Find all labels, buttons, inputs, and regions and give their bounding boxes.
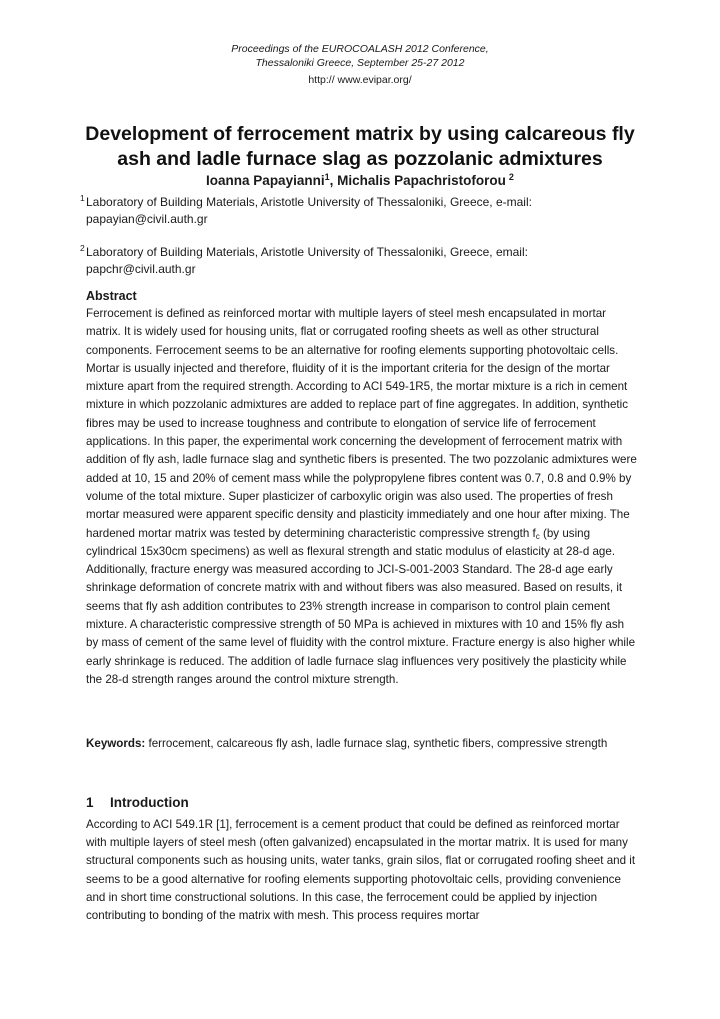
conference-line-2: Thessaloniki Greece, September 25-27 2012	[255, 57, 465, 69]
author-affiliation-mark: 2	[508, 172, 514, 182]
affiliation-email[interactable]: papayian@civil.auth.gr	[86, 212, 208, 226]
abstract-text-part-2: (by using cylindrical 15x30cm specimens) as well as flexural strength and static modulus of elasticity at 28-d age. Additionally, fracture energy was measured according to JCI-S-001-2003 Standard. The 28-d age early shrinkage deformation of concrete matrix with and without fibers was also measured. Based on results, it seems that fly ash addition contributes to 23% strength increase in comparison to control plain cement mixture. A characteristic compressive strength of 50 MPa is achieved in mixtures with 10 and 15% fly ash by mass of cement of the same level of fluidity with the control mixture. Fracture energy is also higher while early shrinkage is reduced. The addition of ladle furnace slag influences very positively the plasticity while the 28-d strength ranges around the control mixture strength.	[86, 526, 636, 686]
introduction-heading	[86, 794, 189, 811]
affiliation-email[interactable]: papchr@civil.auth.gr	[86, 262, 196, 276]
author-name: Michalis Papachristoforou	[337, 173, 506, 188]
abstract-body	[86, 305, 638, 689]
introduction-paragraph: According to ACI 549.1R [1], ferrocement is a cement product that could be defined as reinforced mortar with multiple layers of steel mesh (often galvanized) encapsulated in the mortar matrix. It is used for many structural components such as housing units, water tanks, grain silos, flat or corrugated roofing sheet and it seems to be a good alternative for roofing elements supporting photovoltaic cells, providing convenience and in short time constructional solutions. In this case, the ferrocement could be applied by injection contributing to bonding of the matrix with mesh. This process requires mortar	[86, 818, 636, 923]
affiliation-text: Laboratory of Building Materials, Aristotle University of Thessaloniki, Greece, e-mail:	[86, 195, 532, 209]
author-list	[0, 172, 720, 190]
affiliation-text: Laboratory of Building Materials, Aristotle University of Thessaloniki, Greece, email:	[86, 245, 528, 259]
conference-line-1: Proceedings of the EUROCOALASH 2012 Conference,	[231, 43, 489, 55]
keywords-text: ferrocement, calcareous fly ash, ladle furnace slag, synthetic fibers, compressive strength	[145, 737, 608, 750]
abstract-text-part-1: Ferrocement is defined as reinforced mortar with multiple layers of steel mesh encapsulated in mortar matrix. It is widely used for housing units, flat or corrugated roofing sheets as well as other structural components. Ferrocement seems to be an alternative for roofing elements supporting photovoltaic cells. Mortar is usually injected and therefore, fluidity of it is the important criteria for the design of the mortar mixture apart from the required strength. According to ACI 549-1R5, the mortar mixture is a rich in cement mixture in which pozzolanic admixtures are added to replace part of fine aggregates. In addition, synthetic fibres may be used to increase toughness and contribute to elongation of service life of ferrocement applications. In this paper, the experimental work concerning the development of ferrocement matrix with addition of fly ash, ladle furnace slag and synthetic fibers is presented. The two pozzolanic admixtures were added at 10, 15 and 20% of cement mass while the polypropylene fibres content was 0.7, 0.8 and 0.9% by volume of the total mixture. Super plasticizer of carboxylic origin was also used. The properties of fresh mortar measured were apparent specific density and plasticity immediately and one hour after mixing. The hardened mortar matrix was tested by determining characteristic compressive strength f	[86, 307, 637, 540]
abstract-paragraph	[86, 305, 638, 689]
affiliation-2	[80, 243, 646, 278]
keywords	[86, 735, 646, 753]
conference-url[interactable]: http:// www.evipar.org/	[308, 74, 412, 86]
author-affiliation-mark: 1	[324, 172, 330, 182]
author-name: Ioanna Papayianni	[206, 173, 325, 188]
author-separator: ,	[329, 173, 338, 188]
affiliation-number: 1	[80, 193, 85, 203]
abstract-heading: Abstract	[86, 289, 137, 303]
title-line-2: ash and ladle furnace slag as pozzolanic admixtures	[117, 148, 603, 170]
abstract-subscript: c	[535, 531, 540, 541]
keywords-label: Keywords:	[86, 737, 146, 750]
section-title: Introduction	[110, 795, 189, 810]
title-line-1: Development of ferrocement matrix by using calcareous fly	[85, 123, 635, 145]
affiliation-1	[80, 193, 646, 228]
introduction-body	[86, 816, 638, 925]
section-number: 1	[86, 795, 94, 810]
paper-title	[70, 122, 650, 172]
affiliation-number: 2	[80, 243, 85, 253]
page-header	[0, 42, 720, 87]
